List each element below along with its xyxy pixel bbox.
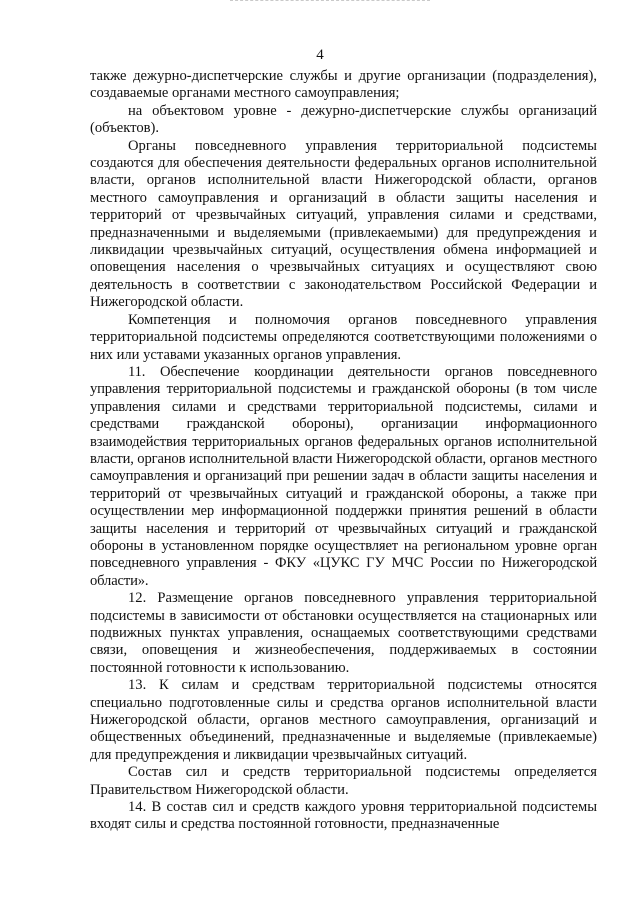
paragraph-composition: Состав сил и средств территориальной подсистемы определяется Правительством Нижегородской области. [90,764,597,798]
paragraph-item-12: 12. Размещение органов повседневного управления территориальной подсистемы в зависимости от обстановки осуществляется на стационарных или подвижных пунктах управления, оснащаемых соответствующими средствами связи, оповещения и жизнеобеспечения, поддерживаемых в состоянии постоянной готовности к использованию. [90,590,597,676]
page-number: 4 [316,47,324,63]
paragraph-item-11: 11. Обеспечение координации деятельности органов повседневного управления территориальной подсистемы и гражданской обороны (в том числе управления силами и средствами территориальной подсистемы, силами и средствами гражданской обороны), организации информационного взаимодействия территориальных органов федеральных органов исполнительной власти, органов исполнительной власти Нижегородской области, органов местного самоуправления и организаций при решении задач в области защиты населения и территорий от чрезвычайных ситуаций и гражданской обороны, а также при осуществлении мер информационной поддержки принятия решений в области защиты населения и территорий от чрезвычайных ситуаций и гражданской обороны в установленном порядке осуществляет на региональном уровне орган повседневного управления - ФКУ «ЦУКС ГУ МЧС России по Нижегородской области». [90,363,597,589]
paragraph-object-level: на объектовом уровне - дежурно-диспетчерские службы организаций (объектов). [90,102,597,137]
paragraph-item-13: 13. К силам и средствам территориальной подсистемы относятся специально подготовленные силы и средства органов исполнительной власти Нижегородской области, органов местного самоуправления, организаций и общественных объединений, предназначенные и выделяемые (привлекаемые) для предупреждения и ликвидации чрезвычайных ситуаций. [90,677,597,763]
paragraph-item-14: 14. В состав сил и средств каждого уровня территориальной подсистемы входят силы и средства постоянной готовности, предназначенные [90,799,597,833]
paragraph-competence: Компетенция и полномочия органов повседневного управления территориальной подсистемы определяются соответствующими положениями о них или уставами указанных органов управления. [90,311,597,363]
scan-edge-artifact [230,0,430,3]
paragraph-continuation: также дежурно-диспетчерские службы и другие организации (подразделения), создаваемые органами местного самоуправления; [90,68,597,102]
document-body [90,68,597,834]
paragraph-daily-management-bodies: Органы повседневного управления территориальной подсистемы создаются для обеспечения деятельности федеральных органов исполнительной власти, органов исполнительной власти Нижегородской области, органов местного самоуправления и организаций в области защиты населения и территорий от чрезвычайных ситуаций, управления силами и средствами, предназначенными и выделяемыми (привлекаемыми) для предупреждения и ликвидации чрезвычайных ситуаций, осуществления обмена информацией и оповещения населения о чрезвычайных ситуациях и осуществляют свою деятельность в соответствии с законодательством Российской Федерации и Нижегородской области. [90,137,597,311]
